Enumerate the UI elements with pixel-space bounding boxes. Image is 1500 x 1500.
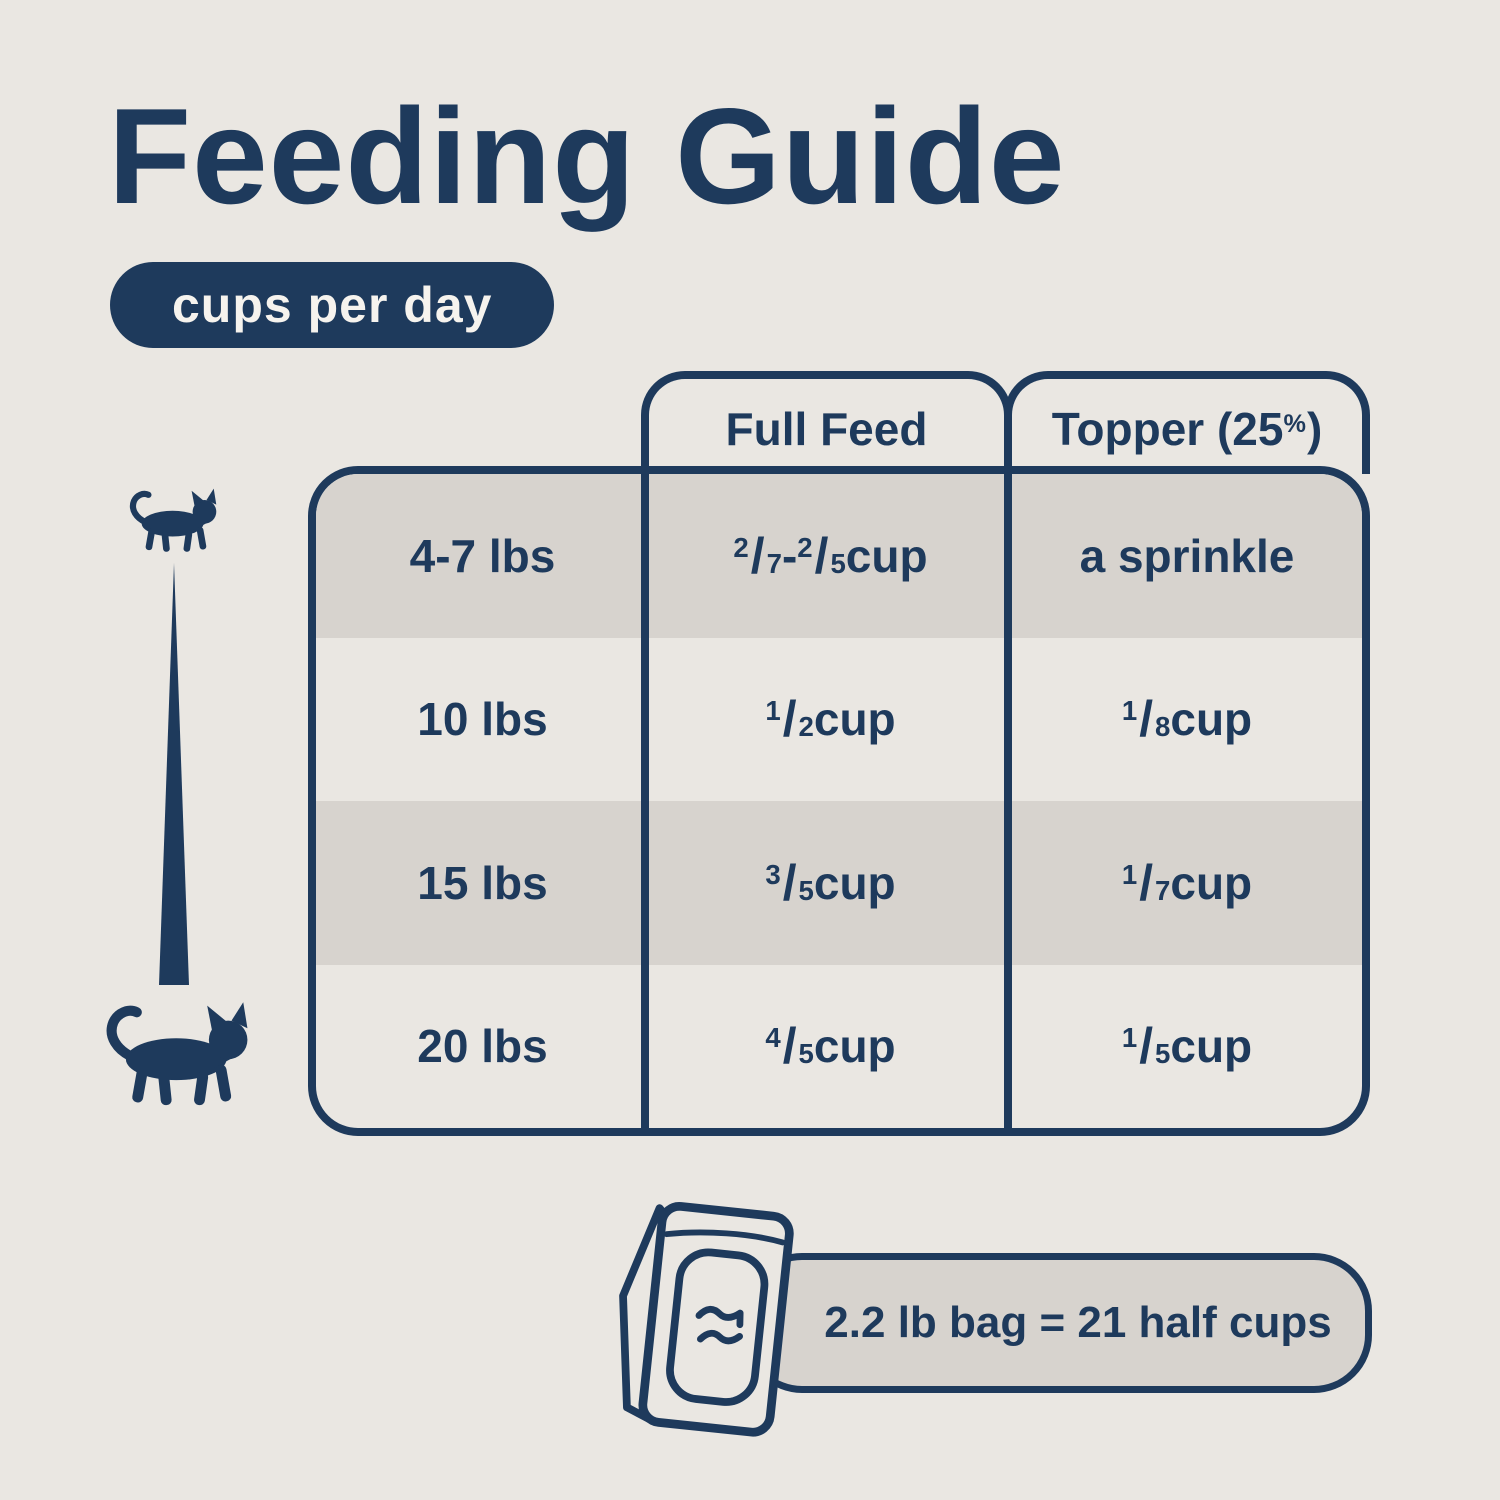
full-feed-cell: $^3$/5 cup [765,854,896,911]
column-header-topper [1004,371,1370,474]
weight-cell: 15 lbs [417,856,548,909]
unit-badge [110,262,554,348]
table-row [316,965,1362,1129]
weight-cell: 4-7 lbs [409,529,556,582]
column-divider [1004,474,1012,1128]
weight-cell: 20 lbs [417,1020,548,1073]
column-header-full-feed-label: Full Feed [725,402,928,455]
full-feed-cell: $^4$/5 cup [765,1018,896,1075]
column-divider [641,474,649,1128]
unit-badge-label: cups per day [172,277,493,333]
column-header-full-feed [641,371,1012,474]
cat-large-icon [84,998,260,1107]
table-row [316,801,1362,965]
weight-cell: 10 lbs [417,693,548,746]
topper-cell: $^1$/7 cup [1121,854,1253,911]
column-header-topper-label: Topper (25%) [1051,402,1323,455]
full-feed-cell: $^1$/2 cup [765,691,896,748]
full-feed-cell: $^2$/7 - $^2$/5 cup [733,527,928,584]
page-title: Feeding Guide [108,80,1066,232]
topper-cell: $^1$/5 cup [1121,1018,1253,1075]
topper-cell: $^1$/8 cup [1121,691,1253,748]
cat-small-icon [116,486,224,553]
feeding-table [308,466,1370,1136]
size-taper-icon [158,563,190,985]
bag-note-pill [744,1253,1372,1393]
food-bag-icon [604,1188,802,1440]
bag-note-label: 2.2 lb bag = 21 half cups [824,1298,1332,1347]
topper-cell: a sprinkle [1079,529,1295,582]
table-row [316,474,1362,638]
table-row [316,638,1362,802]
